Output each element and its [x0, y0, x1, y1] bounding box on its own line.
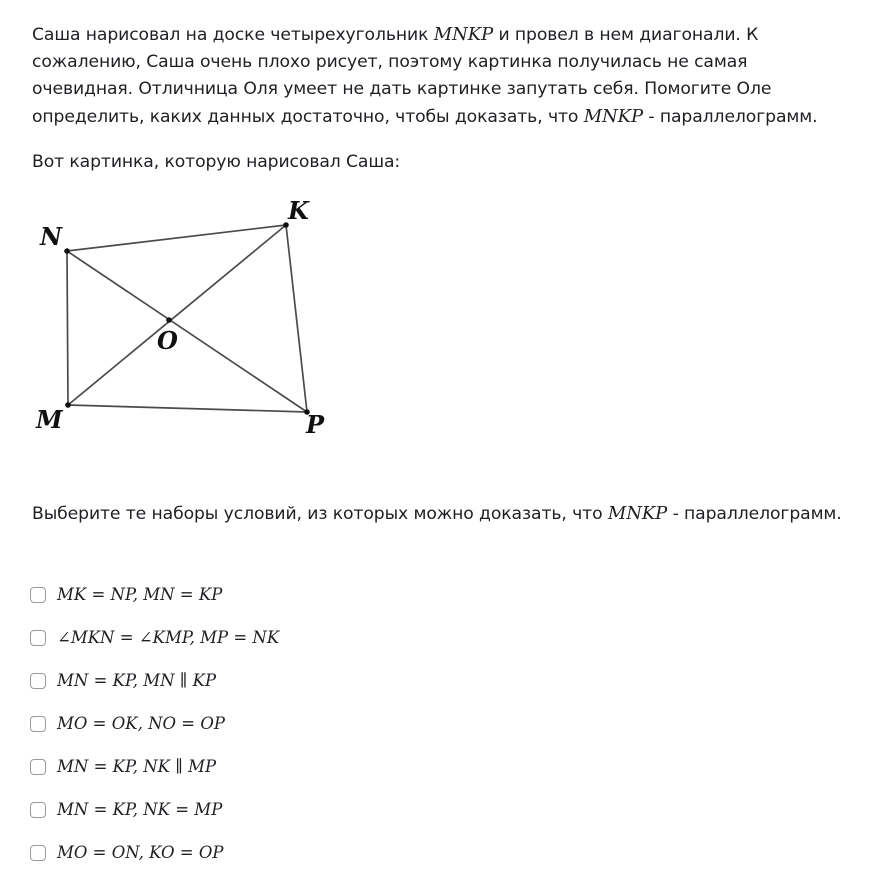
text-segment: - параллелограмм.	[643, 107, 818, 127]
option-checkbox[interactable]	[30, 716, 46, 732]
diagonal-mk	[68, 225, 286, 405]
point-n	[64, 248, 70, 254]
math-expression: MNKP	[433, 24, 494, 45]
point-o	[166, 317, 172, 323]
text-segment: Выберите те наборы условий, из которых можно доказать, что	[32, 504, 608, 524]
text-segment: и провел в нем диагонали. К сожалению, Саша очень плохо рисует, поэтому картинка получилась не самая очевидная. Отличница Оля умеет не дать картинке запутать себя. Помогите Оле определить, каких данных достаточно, чтобы доказать, что	[32, 25, 772, 127]
option-label: MO = OK, NO = OP	[57, 714, 225, 733]
math-expression: MNKP	[607, 503, 668, 524]
option-row[interactable]	[30, 659, 530, 702]
text-segment: - параллелограмм.	[667, 504, 842, 524]
label-m: M	[36, 405, 63, 434]
option-row[interactable]	[30, 831, 530, 874]
side-kp	[286, 225, 307, 412]
label-k: K	[288, 196, 309, 225]
label-n: N	[40, 222, 62, 251]
side-pm	[68, 405, 307, 412]
option-row[interactable]	[30, 745, 530, 788]
option-row[interactable]	[30, 573, 530, 616]
option-row[interactable]	[30, 788, 530, 831]
option-row[interactable]	[30, 702, 530, 745]
option-label: MO = ON, KO = OP	[57, 843, 224, 862]
option-label: MK = NP, MN = KP	[57, 585, 223, 604]
label-p: P	[306, 410, 325, 439]
side-nk	[67, 225, 286, 251]
label-o: O	[157, 326, 178, 355]
option-label: ∠MKN = ∠KMP, MP = NK	[57, 628, 280, 647]
option-label: MN = KP, NK ∥ MP	[57, 757, 217, 776]
side-mn	[67, 251, 68, 405]
option-label: MN = KP, NK = MP	[57, 800, 223, 819]
question-text	[32, 500, 852, 528]
math-expression: MNKP	[583, 106, 644, 127]
option-checkbox[interactable]	[30, 673, 46, 689]
quadrilateral-diagram	[0, 188, 360, 450]
diagonal-np	[67, 251, 307, 412]
option-checkbox[interactable]	[30, 845, 46, 861]
option-checkbox[interactable]	[30, 630, 46, 646]
answer-options	[30, 573, 530, 874]
option-checkbox[interactable]	[30, 802, 46, 818]
text-segment: Саша нарисовал на доске четырехугольник	[32, 25, 434, 45]
point-m	[65, 402, 71, 408]
option-row[interactable]	[30, 616, 530, 659]
option-checkbox[interactable]	[30, 587, 46, 603]
problem-statement	[32, 21, 852, 131]
option-checkbox[interactable]	[30, 759, 46, 775]
option-label: MN = KP, MN ∥ KP	[57, 671, 217, 690]
picture-caption: Вот картинка, которую нарисовал Саша:	[32, 152, 401, 172]
